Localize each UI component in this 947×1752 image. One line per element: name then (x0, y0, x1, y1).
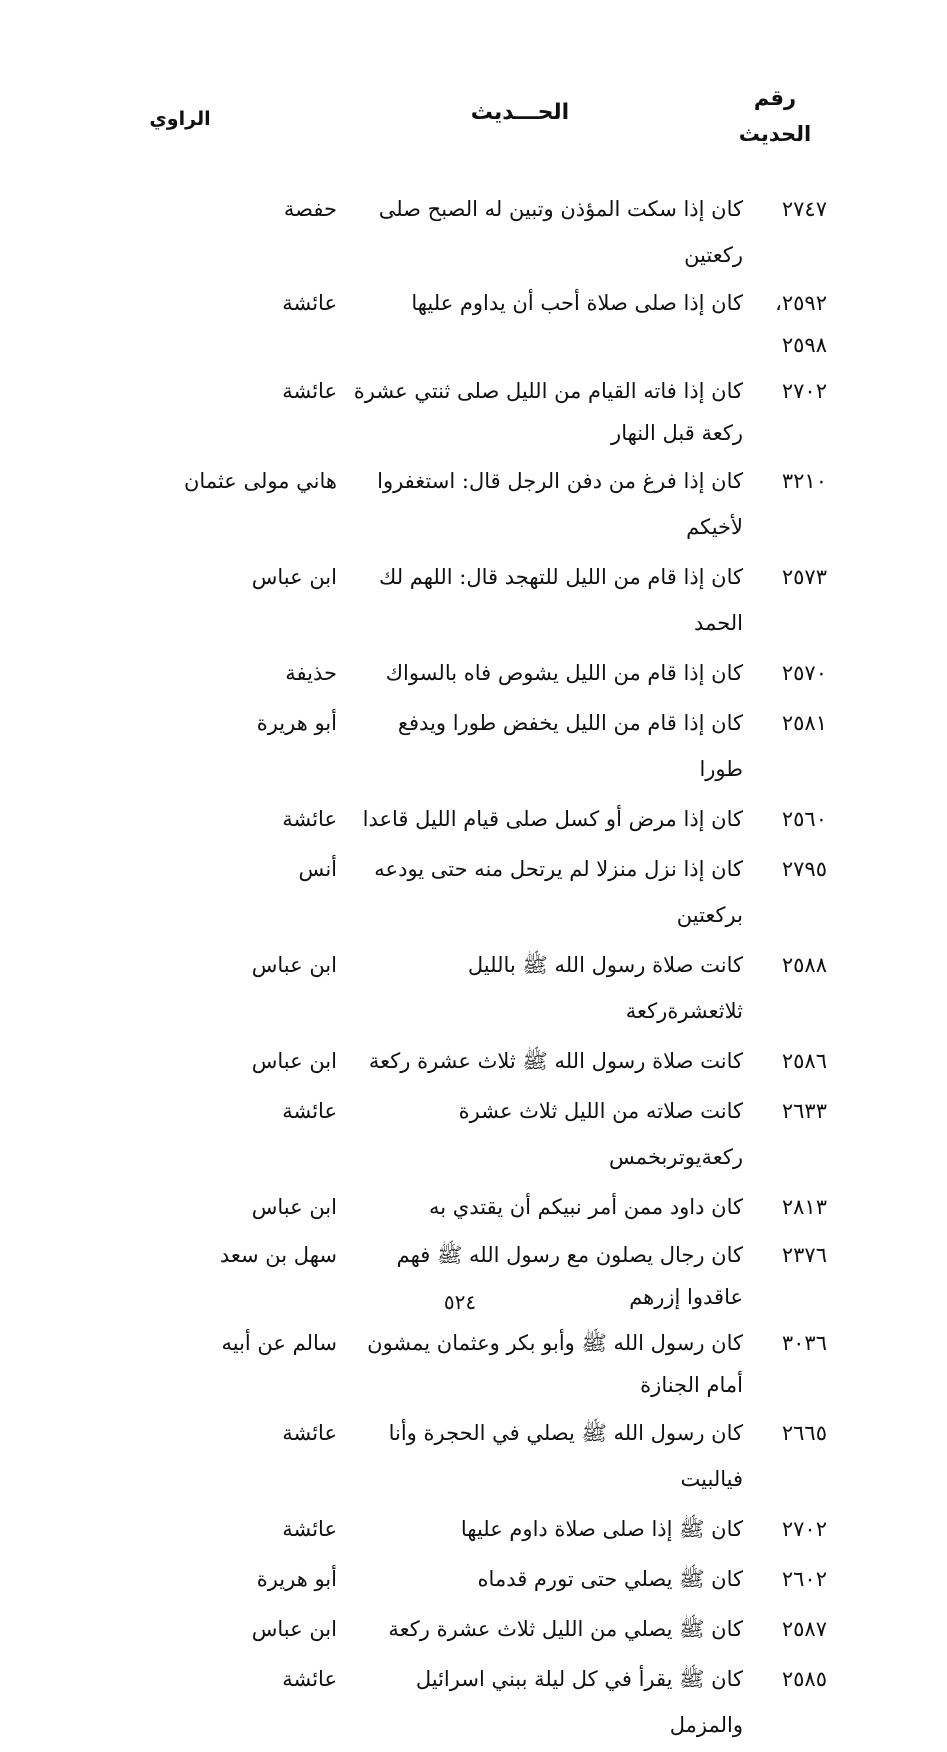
narrator: عائشة (282, 1421, 337, 1445)
table-row (97, 1322, 827, 1406)
header-hadith: الحـــديث (470, 100, 570, 125)
narrator: ابن عباس (251, 953, 337, 977)
hadith-number: ٢٧٩٥ (781, 857, 827, 881)
table-row (97, 650, 827, 696)
hadith-text: كان داود ممن أمر نبيكم أن يقتدي به (429, 1195, 743, 1219)
narrator: عائشة (282, 1099, 337, 1123)
hadith-number: ٢٥٦٠ (781, 807, 827, 831)
narrator: ابن عباس (251, 1049, 337, 1073)
hadith-number: ٢٥٨٧ (781, 1617, 827, 1641)
hadith-text: كان إذا صلى صلاة أحب أن يداوم عليها (411, 291, 743, 315)
narrator: عائشة (282, 379, 337, 403)
narrator: حفصة (283, 197, 337, 221)
hadith-number: ٢٧٠٢ (781, 379, 827, 403)
table-row (97, 942, 827, 1034)
table-row (97, 1606, 827, 1652)
narrator: عائشة (282, 1517, 337, 1541)
narrator: عائشة (282, 1667, 337, 1691)
narrator: سهل بن سعد (219, 1243, 337, 1267)
hadith-text: كان ﷺ يقرأ في كل ليلة ببني اسرائيل والمزمل (415, 1667, 743, 1737)
hadith-number: ٢٦٦٥ (781, 1421, 827, 1445)
hadith-number: ٢٨١٣ (781, 1195, 827, 1219)
hadith-index-list (97, 186, 827, 1752)
hadith-number: ٣٠٣٦ (781, 1331, 827, 1355)
hadith-number: ٢٧٤٧ (781, 197, 827, 221)
header-narrator: الراوي (149, 108, 211, 130)
table-row (97, 1656, 827, 1748)
hadith-number: ٢٥٨٥ (781, 1667, 827, 1691)
table-row (97, 554, 827, 646)
hadith-text: كانت صلاته من الليل ثلاث عشرة ركعةيوتربخمس (458, 1099, 743, 1169)
table-row (97, 1184, 827, 1230)
table-row (97, 1038, 827, 1084)
hadith-number (765, 282, 827, 366)
narrator: هاني مولى عثمان (184, 469, 337, 493)
table-row (97, 796, 827, 842)
table-row (97, 186, 827, 278)
hadith-number: ٢٥٧٠ (781, 661, 827, 685)
narrator: أنس (298, 857, 337, 881)
hadith-text: كانت صلاة رسول الله ﷺ ثلاث عشرة ركعة (368, 1049, 743, 1073)
header-number-line2: الحديث (738, 122, 812, 146)
hadith-text: كان ﷺ يصلي حتى تورم قدماه (477, 1567, 743, 1591)
hadith-text: كان إذا قام من الليل يخفض طورا ويدفع طورا (397, 711, 743, 781)
narrator: عائشة (282, 291, 337, 315)
hadith-text: كان إذا سكت المؤذن وتبين له الصبح صلى ركعتين (378, 197, 743, 267)
hadith-text: كان رجال يصلون مع رسول الله ﷺ فهم عاقدوا إزرهم (396, 1243, 743, 1309)
hadith-text: كان إذا قام من الليل يشوص فاه بالسواك (385, 661, 743, 685)
narrator: أبو هريرة (256, 711, 337, 735)
header-number-line1: رقم (753, 86, 797, 110)
hadith-text: كان إذا مرض أو كسل صلى قيام الليل قاعدا (362, 807, 743, 831)
hadith-number: ٢٦٣٣ (781, 1099, 827, 1123)
hadith-number: ٢٥٨٦ (781, 1049, 827, 1073)
table-row (97, 1506, 827, 1552)
hadith-text: كان ﷺ يصلي من الليل ثلاث عشرة ركعة (388, 1617, 743, 1641)
narrator: أبو هريرة (256, 1567, 337, 1591)
hadith-number-first: ٢٥٩٢، (775, 291, 827, 315)
hadith-text: كانت صلاة رسول الله ﷺ بالليل ثلاثعشرةركعة (467, 953, 743, 1023)
table-row (97, 700, 827, 792)
table-row (97, 1556, 827, 1602)
table-row (97, 282, 827, 366)
hadith-number: ٢٦٠٢ (781, 1567, 827, 1591)
hadith-number-second: ٢٥٩٨ (781, 333, 827, 357)
narrator: ابن عباس (251, 1195, 337, 1219)
hadith-text: كان إذا نزل منزلا لم يرتحل منه حتى يودعه بركعتين (374, 857, 743, 927)
page-number: ٥٢٤ (443, 1290, 477, 1314)
table-row (97, 846, 827, 938)
hadith-text: كان ﷺ إذا صلى صلاة داوم عليها (460, 1517, 743, 1541)
narrator: حذيفة (285, 661, 337, 685)
narrator: سالم عن أبيه (221, 1331, 337, 1355)
hadith-text: كان رسول الله ﷺ يصلي في الحجرة وأنا فيالبيت (388, 1421, 743, 1491)
header-hadith-number (725, 80, 825, 152)
narrator: ابن عباس (251, 565, 337, 589)
hadith-text: كان إذا قام من الليل للتهجد قال: اللهم لك الحمد (379, 565, 743, 635)
table-row (97, 458, 827, 550)
hadith-number: ٣٢١٠ (781, 469, 827, 493)
table-row (97, 1410, 827, 1502)
hadith-number: ٢٥٨٨ (781, 953, 827, 977)
hadith-number: ٢٥٨١ (781, 711, 827, 735)
hadith-text: كان رسول الله ﷺ وأبو بكر وعثمان يمشون أمام الجنازة (367, 1331, 743, 1397)
narrator: ابن عباس (251, 1617, 337, 1641)
table-row (97, 1088, 827, 1180)
table-row (97, 370, 827, 454)
hadith-text: كان إذا فاته القيام من الليل صلى ثنتي عشرة ركعة قبل النهار (353, 379, 743, 445)
narrator: عائشة (282, 807, 337, 831)
hadith-text: كان إذا فرغ من دفن الرجل قال: استغفروا لأخيكم (377, 469, 743, 539)
hadith-number: ٢٧٠٢ (781, 1517, 827, 1541)
hadith-number: ٢٣٧٦ (781, 1243, 827, 1267)
hadith-number: ٢٥٧٣ (781, 565, 827, 589)
